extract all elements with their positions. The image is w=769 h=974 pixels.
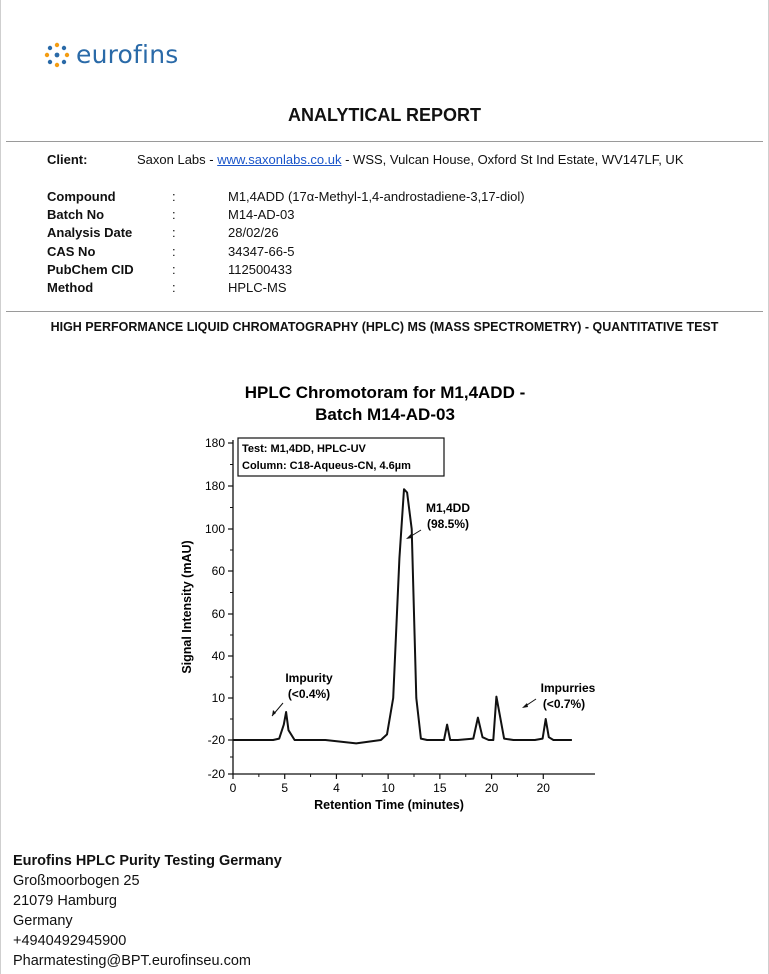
legend-line-test: Test: M1,4DD, HPLC-UV: [242, 443, 366, 455]
annotation-impurities-arrowhead: [522, 703, 528, 708]
info-key: Batch No: [47, 207, 105, 223]
footer-street: Großmoorbogen 25: [13, 873, 140, 889]
info-colon: :: [172, 189, 176, 204]
footer-email[interactable]: Pharmatesting@BPT.eurofinseu.com: [13, 953, 251, 969]
x-tick-label: 20: [484, 781, 499, 795]
info-colon: :: [172, 279, 176, 295]
hplc-chromatogram-chart: [160, 372, 620, 842]
annotation-impurity-label: Impurity: [285, 671, 333, 685]
footer-phone: +4940492945900: [13, 933, 127, 949]
y-tick-label: -20: [207, 767, 225, 781]
client-line: [47, 152, 684, 167]
x-tick-label: 15: [433, 781, 447, 795]
info-key: Compound: [47, 189, 116, 204]
x-tick-label: 0: [229, 781, 237, 795]
info-row-compound: [47, 189, 525, 207]
info-row-cas: [47, 244, 525, 262]
annotation-main-peak-value: (98.5%): [426, 517, 470, 531]
client-name: Saxon Labs -: [137, 152, 218, 167]
footer-city: 21079 Hamburg: [13, 893, 117, 909]
annotation-main-peak-label: M1,4DD: [425, 501, 471, 515]
eurofins-dots-icon: [44, 42, 70, 68]
y-tick-label: -20: [207, 733, 225, 747]
info-value: 112500433: [228, 261, 293, 277]
info-value: 34347-66-5: [228, 243, 295, 259]
y-tick-label: 180: [204, 436, 225, 450]
legend-line-column: Column: C18-Aqueus-CN, 4.6µm: [242, 460, 411, 472]
info-colon: :: [172, 207, 176, 223]
y-tick-label: 60: [211, 564, 225, 578]
info-value: 28/02/26: [228, 225, 279, 241]
divider-middle: [6, 311, 763, 312]
info-key: CAS No: [47, 243, 96, 259]
y-tick-label: 180: [204, 479, 225, 493]
info-row-pubchem: [47, 262, 525, 280]
chart-title-line1: HPLC Chromotoram for M1,4ADD -: [244, 383, 526, 402]
report-title: ANALYTICAL REPORT: [287, 105, 482, 125]
footer-address: [13, 851, 282, 971]
annotation-impurity-arrowhead: [272, 710, 276, 716]
y-tick-label: 10: [211, 691, 225, 705]
eurofins-logo: [44, 40, 178, 69]
info-value: M1,4ADD (17α-Methyl-1,4-androstadiene-3,17-diol): [228, 189, 525, 204]
chart-title-line2: Batch M14-AD-03: [315, 405, 455, 424]
info-key: Analysis Date: [47, 225, 133, 241]
info-row-method: [47, 280, 525, 298]
page-border-left: [0, 0, 1, 974]
x-tick-label: 10: [381, 781, 395, 795]
client-address: - WSS, Vulcan House, Oxford St Ind Estate, WV147LF, UK: [341, 152, 684, 167]
info-colon: :: [172, 243, 176, 259]
footer-country: Germany: [13, 913, 73, 929]
client-website-link[interactable]: www.saxonlabs.co.uk: [217, 152, 342, 167]
annotation-impurities-value: (<0.7%): [542, 697, 586, 711]
x-tick-label: 20: [536, 781, 550, 795]
info-key: PubChem CID: [47, 261, 134, 277]
chromatogram-series-line: [233, 489, 572, 743]
section-title: HIGH PERFORMANCE LIQUID CHROMATOGRAPHY (HPLC) MS (MASS SPECTROMETRY) - QUANTITATIVE TEST: [50, 320, 719, 334]
info-value: M14-AD-03: [228, 207, 295, 223]
divider-top: [6, 141, 763, 142]
y-axis-label: Signal Intensity (mAU): [180, 540, 194, 674]
logo-text: eurofins: [76, 40, 179, 69]
x-axis-label: Retention Time (minutes): [314, 798, 464, 812]
annotation-impurity-value: (<0.4%): [287, 687, 331, 701]
info-value: HPLC-MS: [228, 279, 287, 295]
info-table: [47, 189, 525, 298]
info-row-batch: [47, 207, 525, 225]
info-colon: :: [172, 261, 176, 277]
info-colon: :: [172, 225, 176, 241]
annotation-impurities-label: Impurries: [540, 681, 596, 695]
client-label: Client:: [47, 152, 88, 167]
footer-company: Eurofins HPLC Purity Testing Germany: [13, 853, 282, 869]
y-tick-label: 40: [211, 649, 225, 663]
info-key: Method: [47, 279, 94, 295]
x-tick-label: 4: [333, 781, 340, 795]
x-tick-label: 5: [281, 781, 289, 795]
info-row-date: [47, 225, 525, 243]
y-tick-label: 100: [204, 522, 225, 536]
y-tick-label: 60: [211, 607, 225, 621]
